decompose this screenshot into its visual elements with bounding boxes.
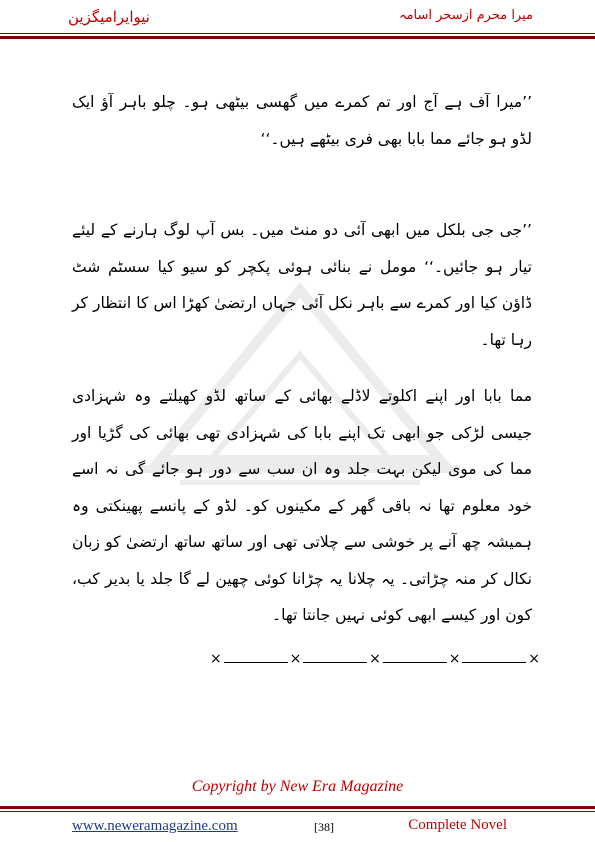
- paragraph-3: مما بابا اور اپنے اکلوتے لاڈلے بھائی کے ساتھ لڈو کھیلتے وہ شہزادی جیسی لڑکی جو ابھی تک اپنے بابا کی شہزادی تھی بھائی کی گڑیا اور مما کی موی لیکن بہت جلد وہ ان سب سے دور ہو جائے گی نہ اسے خود معلوم تھا نہ باقی گھر کے مکینوں کو۔ لڈو کے پانسے پھینکتی وہ ہمیشہ چھ آنے پر خوشی سے چلاتی تھی اور ساتھ ساتھ ارتضیٰ کو زبان نکال کر منہ چڑاتی۔ یہ چلانا یہ چڑانا کوئی چھین لے گا جلد یا بدیر کب، کون اور کیسے ابھی کوئی نہیں جانتا تھا۔: [72, 387, 532, 624]
- copyright-notice: Copyright by New Era Magazine: [191, 778, 404, 795]
- divider-segment: [383, 661, 447, 663]
- divider-mark: ×: [528, 651, 540, 667]
- header-rule-thin: [0, 33, 595, 34]
- divider-segment: [303, 661, 367, 663]
- complete-novel-label: Complete Novel: [408, 817, 507, 833]
- magazine-name-header: نیوایرامیگزین: [68, 8, 150, 26]
- paragraph-1: ’’میرا آف ہے آج اور تم کمرے میں گھسی بیٹھی ہو۔ چلو باہر آؤ ایک لڈو ہو جائے مما بابا بھی فری بیٹھے ہیں۔‘‘: [72, 93, 532, 148]
- website-link[interactable]: www.neweramagazine.com: [72, 818, 238, 834]
- divider-segment: [224, 661, 288, 663]
- paragraph-2: ’’جی جی بلکل میں ابھی آئی دو منٹ میں۔ بس آپ لوگ ہارنے کے لیئے تیار ہو جائیں۔‘‘ مومل نے بنائی ہوئی پکچر کو سیو کیا سسٹم شٹ ڈاؤن کیا اور کمرے سے باہر نکل آئی جہاں ارتضیٰ کھڑا اس کا انتظار کر رہا تھا۔: [72, 221, 532, 349]
- footer-rule-thick: [0, 806, 595, 809]
- divider-mark: ×: [289, 651, 302, 667]
- divider-mark: ×: [369, 651, 381, 667]
- divider-segment: [462, 661, 526, 663]
- page-number: [38]: [314, 820, 334, 834]
- section-divider: [210, 651, 540, 667]
- divider-mark: ×: [210, 651, 222, 667]
- novel-title-header: میرا محرم ازسحر اسامہ: [398, 8, 533, 23]
- header-rule-thick: [0, 36, 595, 39]
- footer-rule-thin: [0, 811, 595, 812]
- divider-mark: ×: [448, 651, 461, 667]
